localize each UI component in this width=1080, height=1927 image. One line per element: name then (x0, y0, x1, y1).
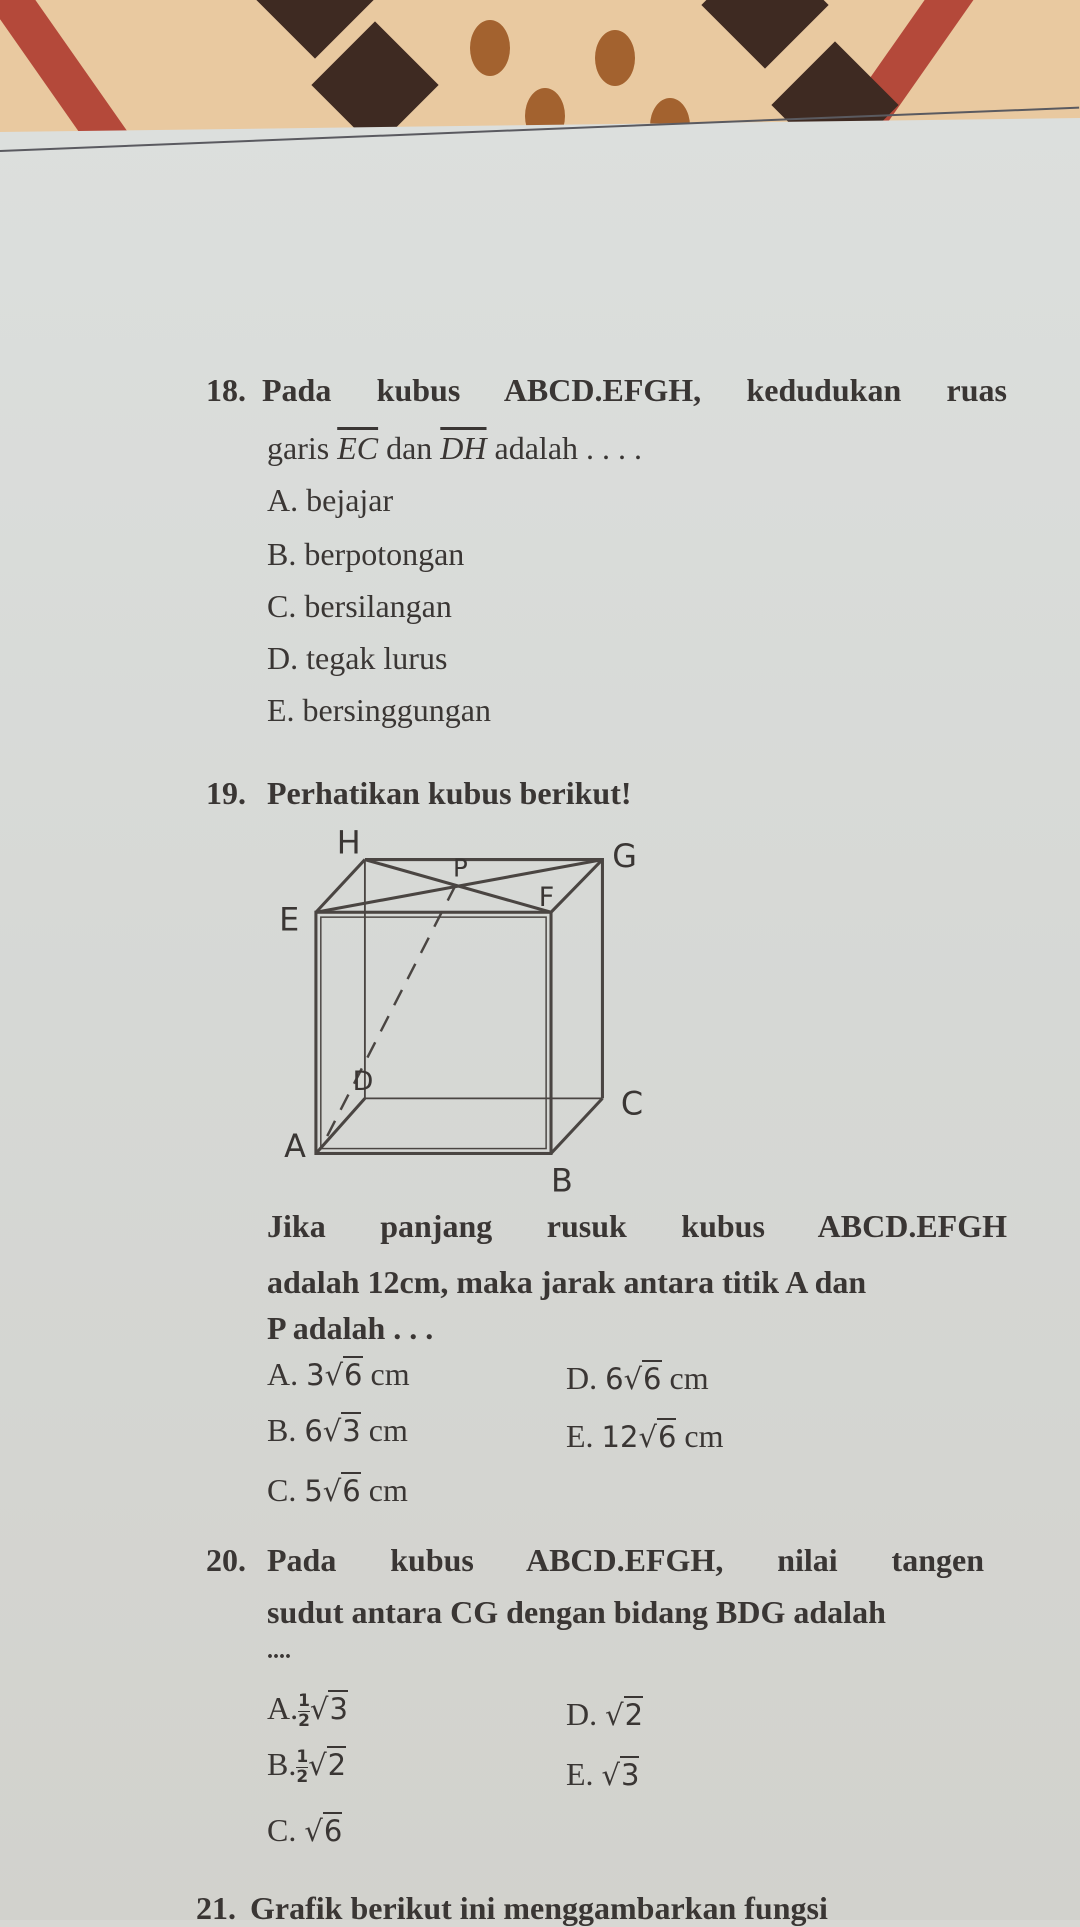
q20-option-a[interactable] (267, 1690, 348, 1731)
option-letter: E. (566, 1756, 594, 1792)
q20-line1: Pada kubus ABCD.EFGH, nilai tangen (267, 1542, 984, 1578)
option-coef: 6 (605, 1362, 624, 1396)
q18-line1: Pada kubus ABCD.EFGH, kedudukan ruas (262, 372, 1007, 408)
q18-option-e[interactable]: E. bersinggungan (267, 692, 491, 728)
label-e: E (279, 900, 300, 939)
q19-option-a[interactable] (267, 1356, 410, 1393)
option-unit: cm (370, 1356, 410, 1392)
option-radicand: 3 (621, 1758, 640, 1792)
q18-option-d[interactable]: D. tegak lurus (267, 640, 448, 676)
q20-line2: sudut antara CG dengan bidang BDG adalah (267, 1594, 886, 1630)
fraction (296, 1748, 308, 1787)
numerator: 1 (296, 1747, 309, 1768)
segment-ap (321, 885, 456, 1148)
q21-number: 21. (196, 1890, 236, 1926)
label-h: H (336, 823, 361, 862)
option-letter: C. (267, 1812, 297, 1848)
q19-option-e[interactable] (566, 1418, 723, 1455)
sqrt-sign: √ (308, 1748, 327, 1782)
q18-text: adalah . . . . (494, 430, 643, 466)
option-letter: D. (566, 1696, 598, 1732)
option-unit: cm (368, 1472, 408, 1508)
option-radicand: 6 (342, 1474, 361, 1508)
label-p: P (453, 853, 468, 883)
sqrt-sign: √ (322, 1414, 342, 1448)
fraction (298, 1692, 310, 1731)
option-radicand: 3 (329, 1692, 348, 1726)
option-letter: D. (566, 1360, 598, 1396)
sqrt-sign: √ (601, 1758, 621, 1792)
q20-line3: .... (267, 1638, 291, 1664)
sqrt-sign: √ (322, 1474, 342, 1508)
option-letter: B. (267, 1746, 297, 1782)
option-radicand: 6 (657, 1420, 677, 1454)
q19-title: Perhatikan kubus berikut! (267, 775, 632, 811)
option-unit: cm (669, 1360, 709, 1396)
sqrt-sign: √ (638, 1420, 657, 1454)
cube-front-face (316, 912, 551, 1153)
q20-option-d[interactable] (566, 1696, 643, 1733)
option-radicand: 6 (643, 1362, 662, 1396)
label-a: A (284, 1127, 306, 1166)
q20-option-b[interactable] (267, 1746, 346, 1787)
option-radicand: 2 (624, 1698, 644, 1732)
option-letter: E. (566, 1418, 594, 1454)
option-coef: 5 (304, 1474, 323, 1508)
option-unit: cm (684, 1418, 724, 1454)
q19-number: 19. (206, 775, 246, 811)
label-b: B (551, 1161, 573, 1200)
q19-line2: adalah 12cm, maka jarak antara titik A dan (267, 1264, 867, 1300)
q19-option-d[interactable] (566, 1360, 709, 1397)
segment-dh: $\overline{DH}$ (440, 430, 487, 466)
label-f: F (538, 882, 555, 914)
sqrt-sign: √ (623, 1362, 643, 1396)
label-d: D (352, 1065, 374, 1097)
q19-line1: Jika panjang rusuk kubus ABCD.EFGH (267, 1208, 1007, 1244)
q18-text: garis (267, 430, 330, 466)
q20-number: 20. (206, 1542, 246, 1578)
q19-option-b[interactable] (267, 1412, 408, 1449)
sqrt-sign: √ (324, 1358, 344, 1392)
q19-line3: P adalah . . . (267, 1310, 434, 1346)
q21-text: Grafik berikut ini menggambarkan fungsi (250, 1890, 828, 1926)
option-radicand: 6 (323, 1814, 343, 1848)
option-unit: cm (368, 1412, 408, 1448)
option-letter: C. (267, 1472, 297, 1508)
option-coef: 6 (304, 1414, 323, 1448)
q18-text: dan (386, 430, 433, 466)
q18-option-b[interactable]: B. berpotongan (267, 536, 465, 572)
q20-option-e[interactable] (566, 1756, 639, 1793)
option-coef: 3 (306, 1358, 325, 1392)
option-coef: 12 (601, 1420, 639, 1454)
sqrt-sign: √ (605, 1698, 624, 1732)
sqrt-sign: √ (304, 1814, 323, 1848)
q18-option-c[interactable]: C. bersilangan (267, 588, 452, 624)
denominator: 2 (296, 1767, 309, 1788)
label-c: C (620, 1084, 644, 1123)
denominator: 2 (298, 1711, 310, 1732)
cube-front-face-inner (321, 917, 546, 1148)
q19-option-c[interactable] (267, 1472, 408, 1509)
option-letter: B. (267, 1412, 297, 1448)
option-letter: A. (267, 1356, 299, 1392)
option-radicand: 6 (344, 1358, 363, 1392)
option-radicand: 3 (342, 1414, 361, 1448)
q18-number: 18. (206, 372, 246, 408)
sqrt-sign: √ (309, 1692, 329, 1726)
label-g: G (612, 836, 637, 875)
numerator: 1 (298, 1691, 310, 1712)
q20-option-c[interactable] (267, 1812, 342, 1849)
edge-ad (316, 1098, 365, 1153)
segment-ec: $\overline{EC}$ (337, 430, 379, 466)
q18-option-a[interactable]: A. bejajar (267, 482, 394, 518)
option-radicand: 2 (327, 1748, 347, 1782)
edge-bc (551, 1098, 602, 1153)
option-letter: A. (267, 1690, 299, 1726)
